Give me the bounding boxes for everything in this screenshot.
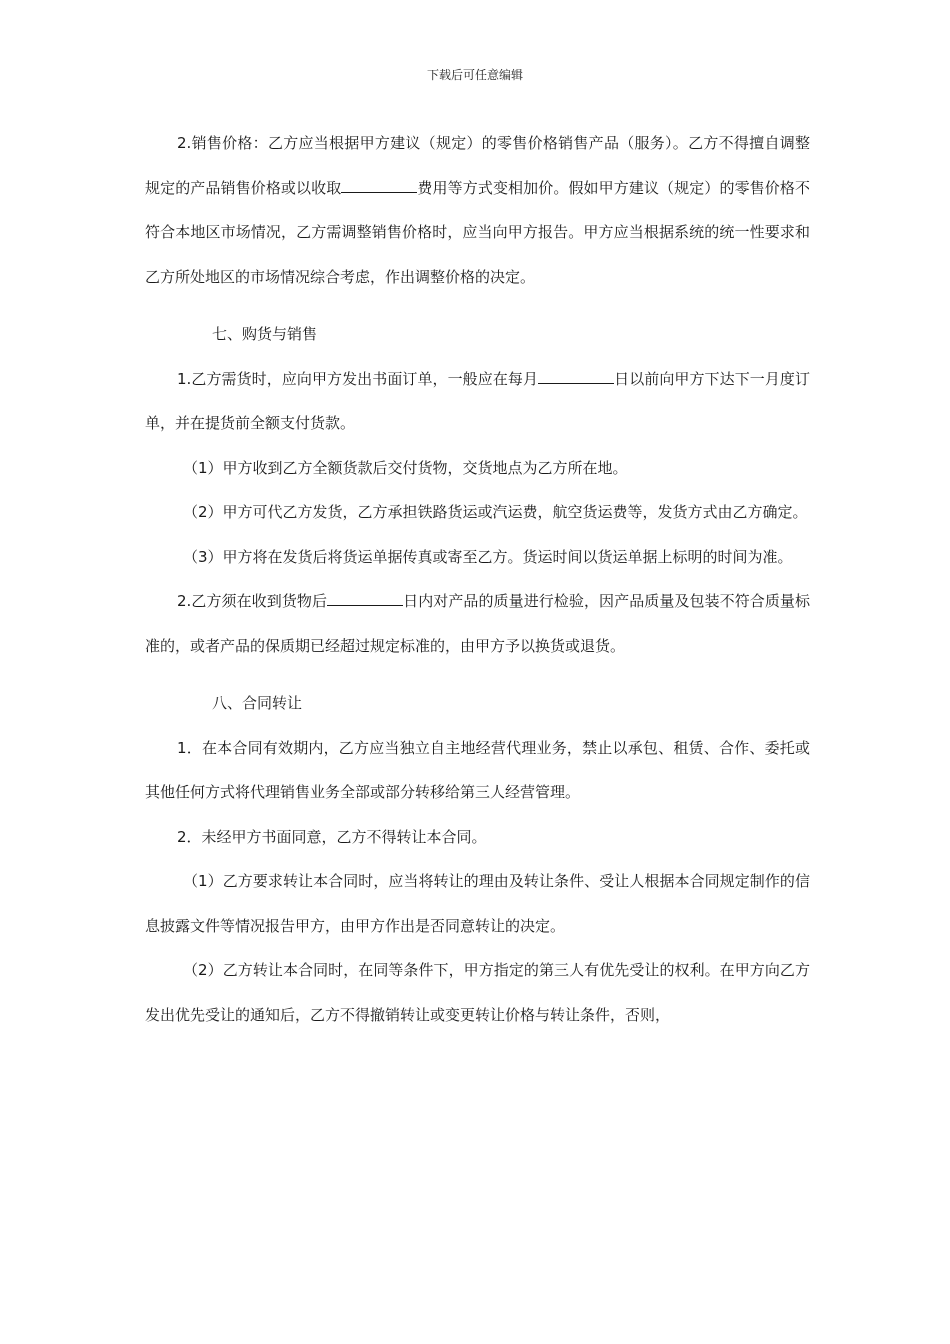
section-heading-purchase: 七、购货与销售 bbox=[212, 325, 318, 343]
section-heading-transfer: 八、合同转让 bbox=[212, 694, 303, 712]
inspection-text-a: 2.乙方须在收到货物后 bbox=[177, 592, 328, 610]
paragraph-delivery-3: （3）甲方将在发货后将货运单据传真或寄至乙方。货运时间以货运单据上标明的时间为准。 bbox=[183, 547, 793, 566]
paragraph-delivery-1: （1）甲方收到乙方全额货款后交付货物，交货地点为乙方所在地。 bbox=[183, 458, 628, 477]
sales-price-text-a: 2.销售价格：乙方应当根据甲方建议（规定）的零售价格销售产品（服务）。乙方不得擅自调整规定的产品销售价格或以收取 bbox=[145, 134, 810, 197]
paragraph-order bbox=[145, 357, 810, 446]
fee-blank bbox=[341, 178, 417, 193]
order-text-a: 1.乙方需货时，应向甲方发出书面订单，一般应在每月 bbox=[177, 369, 539, 388]
paragraph-transfer-1: 1．在本合同有效期内，乙方应当独立自主地经营代理业务，禁止以承包、租赁、合作、委托或其他任何方式将代理销售业务全部或部分转移给第三人经营管理。 bbox=[145, 738, 810, 801]
sales-price-text-b: 费用等方式变相加价。假如甲方建议（规定）的零售价格不符合本地区市场情况，乙方需调整销售价格时，应当向甲方报告。甲方应当根据系统的统一性要求和乙方所处地区的市场情况综合考虑，作出调整价格的决定。 bbox=[145, 178, 810, 286]
paragraph-transfer-2: 2．未经甲方书面同意，乙方不得转让本合同。 bbox=[177, 827, 487, 846]
paragraph-transfer-4: （2）乙方转让本合同时，在同等条件下，甲方指定的第三人有优先受让的权利。在甲方向乙方发出优先受让的通知后，乙方不得撤销转让或变更转让价格与转让条件，否则， bbox=[145, 961, 810, 1024]
paragraph-inspection bbox=[145, 579, 810, 668]
order-day-blank bbox=[538, 369, 614, 384]
paragraph-delivery-2: （2）甲方可代乙方发货，乙方承担铁路货运或汽运费，航空货运费等，发货方式由乙方确定。 bbox=[183, 503, 808, 521]
document-body bbox=[145, 121, 810, 1037]
inspection-day-blank bbox=[327, 591, 403, 606]
paragraph-sales-price bbox=[145, 121, 810, 299]
inspection-text-b: 日内对产品的质量进行检验，因产品质量及包装不符合质量标准的，或者产品的保质期已经超过规定标准的，由甲方予以换货或退货。 bbox=[145, 592, 810, 655]
paragraph-transfer-3: （1）乙方要求转让本合同时，应当将转让的理由及转让条件、受让人根据本合同规定制作的信息披露文件等情况报告甲方，由甲方作出是否同意转让的决定。 bbox=[145, 872, 810, 935]
page-header: 下载后可任意编辑 bbox=[426, 68, 523, 82]
order-text-b: 日以前向甲方下达下一月度订单，并在提货前全额支付货款。 bbox=[145, 369, 810, 432]
